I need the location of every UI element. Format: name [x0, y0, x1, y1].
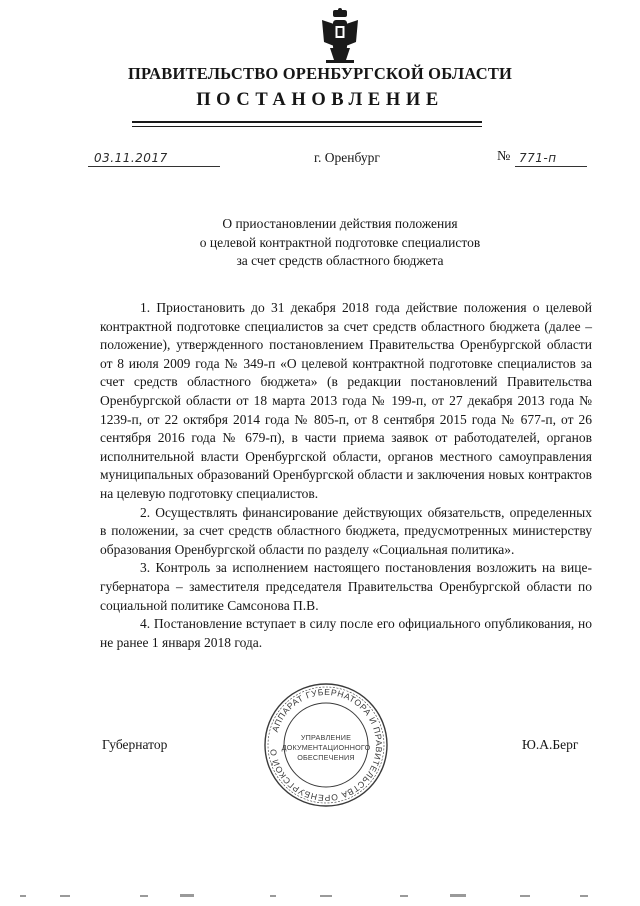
stamp-line: ДОКУМЕНТАЦИОННОГО — [281, 742, 371, 752]
date-underline — [88, 166, 220, 167]
document-body — [100, 299, 592, 652]
body-paragraph: 1. Приостановить до 31 декабря 2018 года действие положения о целевой контрактной подготовке специалистов за счет средств областного бюджета (далее – положение), утвержденного постановлением Правительства Оренбургской области от 8 июля 2009 года № 349-п «О целевой контрактной подготовке специалистов за счет средств областного бюджета» (в редакции постановлений Правительства Оренбургской области от 18 марта 2013 года № 199-п, от 27 декабря 2013 года № 1239-п, от 22 октября 2014 года № 805-п, от 8 сентября 2015 года № 677-п, от 26 сентября 2016 года № 679-п), в части приема заявок от работодателей, органов исполнительной власти Оренбургской области, органов местного самоуправления муниципальных образований Оренбургской области и заключения новых контрактов на целевую подготовку специалистов. — [100, 300, 592, 501]
stamp-ring-text: АППАРАТ ГУБЕРНАТОРА И ПРАВИТЕЛЬСТВА ОРЕНБУРГСКОЙ О — [268, 686, 385, 804]
stamp-center-text — [262, 733, 390, 762]
document-number: 771-п — [519, 151, 557, 165]
document-city: г. Оренбург — [314, 150, 380, 165]
document-type-title: ПОСТАНОВЛЕНИЕ — [196, 90, 444, 110]
government-title: ПРАВИТЕЛЬСТВО ОРЕНБУРГСКОЙ ОБЛАСТИ — [127, 64, 513, 83]
document-date: 03.11.2017 — [94, 151, 168, 165]
subject-line: за счет средств областного бюджета — [236, 253, 444, 268]
document-subject — [120, 215, 560, 271]
body-paragraph: 2. Осуществлять финансирование действующих обязательств, определенных в положении, за счет средств областного бюджета, предусмотренных министерству образования Оренбургской области по разделу «Социальная политика». — [100, 504, 592, 557]
signatory-name: Ю.А.Берг — [522, 737, 579, 752]
header-divider — [132, 121, 482, 127]
stamp-line: УПРАВЛЕНИЕ — [300, 733, 352, 742]
signatory-role: Губернатор — [102, 737, 168, 752]
scan-noise — [20, 888, 620, 898]
subject-line: О приостановлении действия положения — [222, 216, 458, 231]
subject-line: о целевой контрактной подготовке специалистов — [199, 234, 481, 250]
coat-of-arms-emblem — [318, 8, 362, 64]
body-paragraph: 3. Контроль за исполнением настоящего постановления возложить на вице-губернатора – заместителя председателя Правительства Оренбургской области по социальной политике Самсонова П.В. — [100, 560, 592, 613]
number-underline — [515, 166, 587, 167]
number-sign: № — [497, 149, 511, 164]
stamp-line: ОБЕСПЕЧЕНИЯ — [297, 752, 355, 762]
body-paragraph: 4. Постановление вступает в силу после его официального опубликования, но не ранее 1 января 2018 года. — [100, 616, 592, 650]
